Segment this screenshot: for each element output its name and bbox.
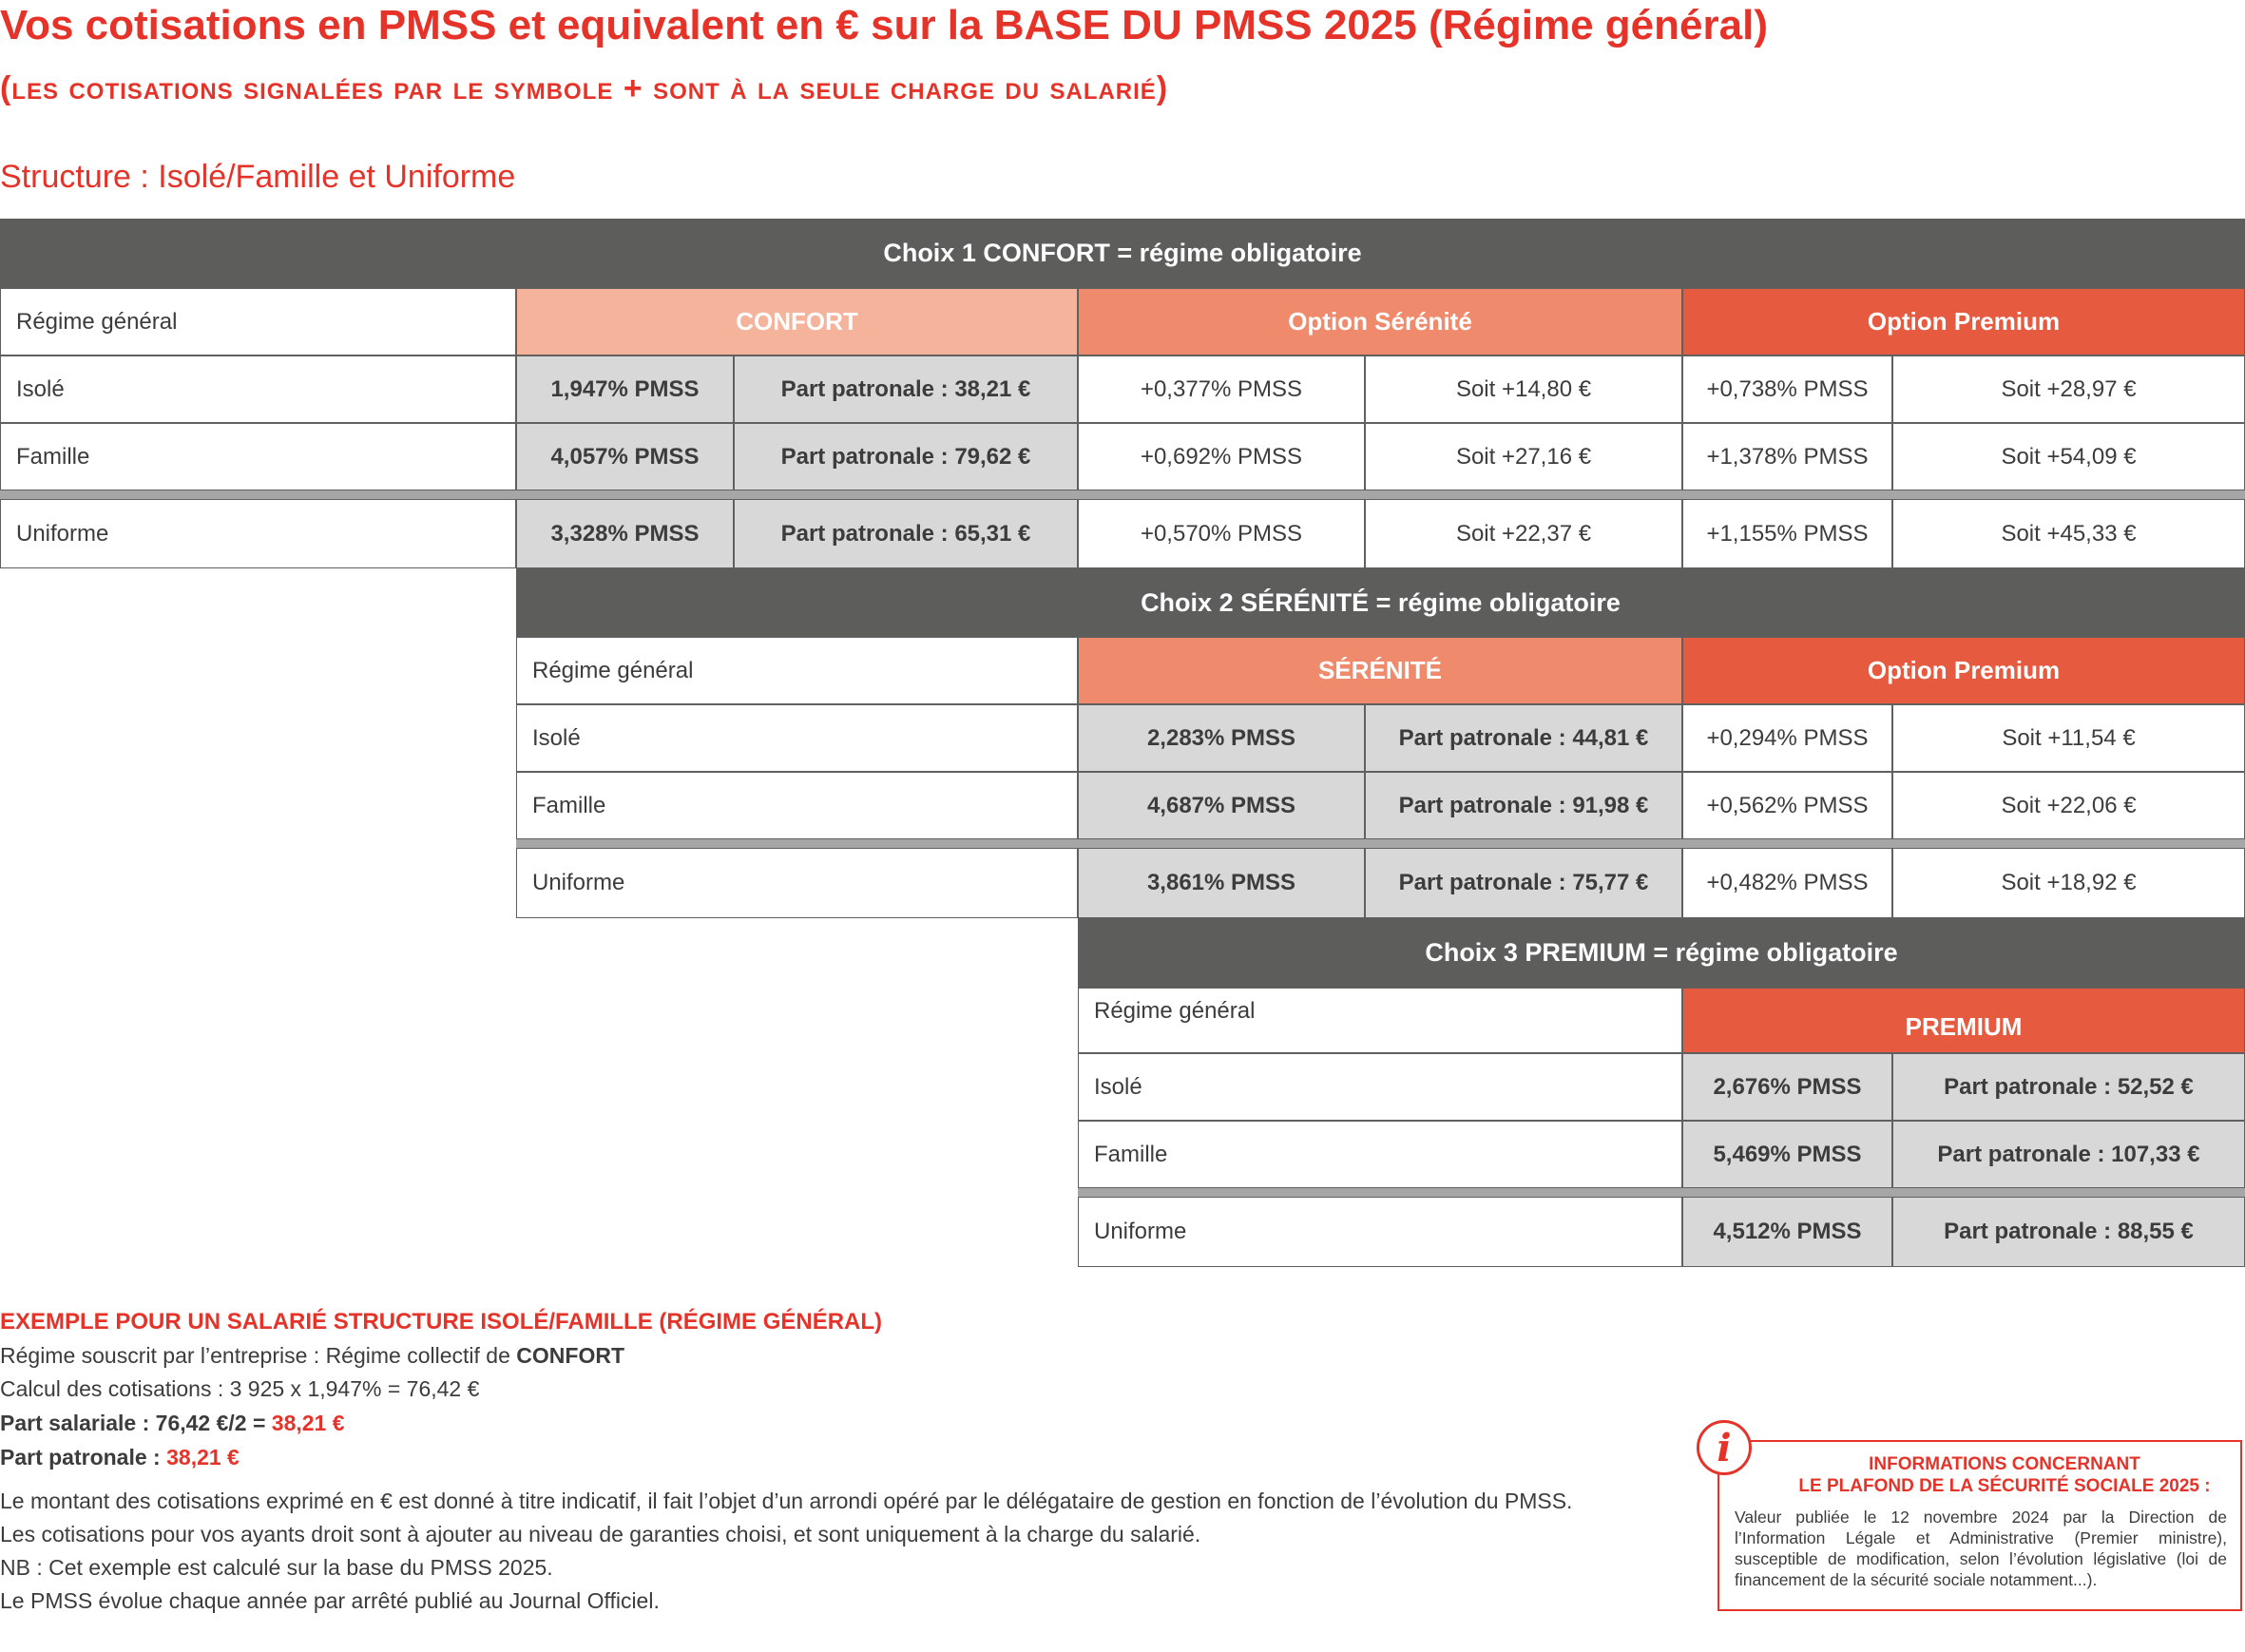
choix2-premium-soit: Soit +11,54 € [1892, 704, 2245, 772]
structure-label: Structure : Isolé/Famille et Uniforme [0, 159, 516, 195]
choix2-row-label: Isolé [516, 704, 1078, 772]
choix1-serenite-soit: Soit +22,37 € [1365, 499, 1682, 568]
example-note: Le PMSS évolue chaque année par arrêté publié au Journal Officiel. [0, 1588, 660, 1613]
choix2-row-label: Uniforme [516, 848, 1078, 918]
choix3-regime-label: Régime général [1078, 988, 1682, 1053]
choix1-pmss-cell: 4,057% PMSS [516, 423, 734, 490]
choix3-col-premium: PREMIUM [1682, 988, 2245, 1053]
choix2-pmss-cell: 4,687% PMSS [1078, 772, 1365, 839]
choix1-header: Choix 1 CONFORT = régime obligatoire [0, 219, 2245, 288]
choix1-premium-soit: Soit +45,33 € [1892, 499, 2245, 568]
choix1-serenite-pmss: +0,570% PMSS [1078, 499, 1365, 568]
choix2-header: Choix 2 SÉRÉNITÉ = régime obligatoire [516, 568, 2245, 637]
choix1-pmss-cell: 3,328% PMSS [516, 499, 734, 568]
choix3-row-label: Isolé [1078, 1053, 1682, 1121]
choix2-premium-pmss: +0,294% PMSS [1682, 704, 1892, 772]
example-note: Les cotisations pour vos ayants droit sont à ajouter au niveau de garanties choisi, et sont uniquement à la charge du salarié. [0, 1522, 1201, 1546]
example-note: NB : Cet exemple est calculé sur la base du PMSS 2025. [0, 1555, 553, 1580]
info-text: Valeur publiée le 12 novembre 2024 par la Direction de l’Information Légale et Administrative (Premier ministre), susceptible de modification, selon l’évolution législative (loi de financement de la sécurité sociale notamment...). [1735, 1508, 2227, 1589]
choix2-part-cell: Part patronale : 75,77 € [1365, 848, 1682, 918]
choix1-col-serenite: Option Sérénité [1078, 288, 1682, 355]
choix1-part-cell: Part patronale : 79,62 € [734, 423, 1078, 490]
example-salariale-line [0, 1411, 345, 1436]
choix3-row-label: Famille [1078, 1121, 1682, 1188]
example-patronale-line [0, 1445, 240, 1470]
info-title-line1: INFORMATIONS CONCERNANT [1869, 1454, 2140, 1474]
choix3-pmss-cell: 4,512% PMSS [1682, 1197, 1892, 1267]
choix1-part-cell: Part patronale : 65,31 € [734, 499, 1078, 568]
choix3-part-cell: Part patronale : 107,33 € [1892, 1121, 2245, 1188]
choix2-premium-pmss: +0,482% PMSS [1682, 848, 1892, 918]
choix1-premium-pmss: +1,378% PMSS [1682, 423, 1892, 490]
example-regime-prefix: Régime souscrit par l’entreprise : Régime collectif de [0, 1343, 517, 1368]
choix1-regime-label: Régime général [0, 288, 516, 355]
info-box [1717, 1440, 2242, 1611]
choix3-header: Choix 3 PREMIUM = régime obligatoire [1078, 918, 2245, 988]
choix1-part-cell: Part patronale : 38,21 € [734, 355, 1078, 423]
choix1-separator [0, 490, 2245, 499]
example-salariale-prefix: Part salariale : 76,42 €/2 = [0, 1411, 272, 1435]
example-patronale-value: 38,21 € [166, 1445, 240, 1470]
page-subtitle: (les cotisations signalées par le symbole + sont à la seule charge du salarié) [0, 70, 1169, 106]
choix2-premium-pmss: +0,562% PMSS [1682, 772, 1892, 839]
example-patronale-prefix: Part patronale : [0, 1445, 167, 1470]
choix1-serenite-soit: Soit +27,16 € [1365, 423, 1682, 490]
choix3-separator [1078, 1188, 2245, 1197]
choix2-regime-label: Régime général [516, 637, 1078, 704]
example-note: Le montant des cotisations exprimé en € est donné à titre indicatif, il fait l’objet d’un arrondi opéré par le délégataire de gestion en fonction de l’évolution du PMSS. [0, 1489, 1573, 1513]
choix3-row-label: Uniforme [1078, 1197, 1682, 1267]
info-title [1776, 1453, 2233, 1497]
choix2-col-serenite: SÉRÉNITÉ [1078, 637, 1682, 704]
example-salariale-value: 38,21 € [271, 1411, 345, 1435]
example-regime-line [0, 1343, 624, 1369]
choix1-row-label: Isolé [0, 355, 516, 423]
example-title: EXEMPLE POUR UN SALARIÉ STRUCTURE ISOLÉ/FAMILLE (RÉGIME GÉNÉRAL) [0, 1309, 883, 1335]
choix1-row-label: Famille [0, 423, 516, 490]
choix2-premium-soit: Soit +18,92 € [1892, 848, 2245, 918]
choix2-col-premium: Option Premium [1682, 637, 2245, 704]
example-regime-value: CONFORT [516, 1343, 624, 1368]
page-title: Vos cotisations en PMSS et equivalent en € sur la BASE DU PMSS 2025 (Régime général) [0, 2, 1768, 48]
info-icon: i [1697, 1420, 1752, 1475]
choix2-separator [516, 839, 2245, 848]
choix1-premium-soit: Soit +28,97 € [1892, 355, 2245, 423]
choix1-premium-pmss: +1,155% PMSS [1682, 499, 1892, 568]
choix2-pmss-cell: 3,861% PMSS [1078, 848, 1365, 918]
choix1-serenite-pmss: +0,377% PMSS [1078, 355, 1365, 423]
choix1-premium-pmss: +0,738% PMSS [1682, 355, 1892, 423]
example-calcul: Calcul des cotisations : 3 925 x 1,947% = 76,42 € [0, 1376, 480, 1401]
choix1-col-premium: Option Premium [1682, 288, 2245, 355]
choix3-pmss-cell: 5,469% PMSS [1682, 1121, 1892, 1188]
choix2-row-label: Famille [516, 772, 1078, 839]
choix1-serenite-soit: Soit +14,80 € [1365, 355, 1682, 423]
choix3-part-cell: Part patronale : 88,55 € [1892, 1197, 2245, 1267]
choix3-part-cell: Part patronale : 52,52 € [1892, 1053, 2245, 1121]
info-title-line2: LE PLAFOND DE LA SÉCURITÉ SOCIALE 2025 : [1798, 1476, 2211, 1496]
choix2-part-cell: Part patronale : 44,81 € [1365, 704, 1682, 772]
choix3-pmss-cell: 2,676% PMSS [1682, 1053, 1892, 1121]
choix1-row-label: Uniforme [0, 499, 516, 568]
choix2-pmss-cell: 2,283% PMSS [1078, 704, 1365, 772]
choix2-premium-soit: Soit +22,06 € [1892, 772, 2245, 839]
choix1-serenite-pmss: +0,692% PMSS [1078, 423, 1365, 490]
choix1-premium-soit: Soit +54,09 € [1892, 423, 2245, 490]
choix1-pmss-cell: 1,947% PMSS [516, 355, 734, 423]
choix2-part-cell: Part patronale : 91,98 € [1365, 772, 1682, 839]
choix1-col-confort: CONFORT [516, 288, 1078, 355]
